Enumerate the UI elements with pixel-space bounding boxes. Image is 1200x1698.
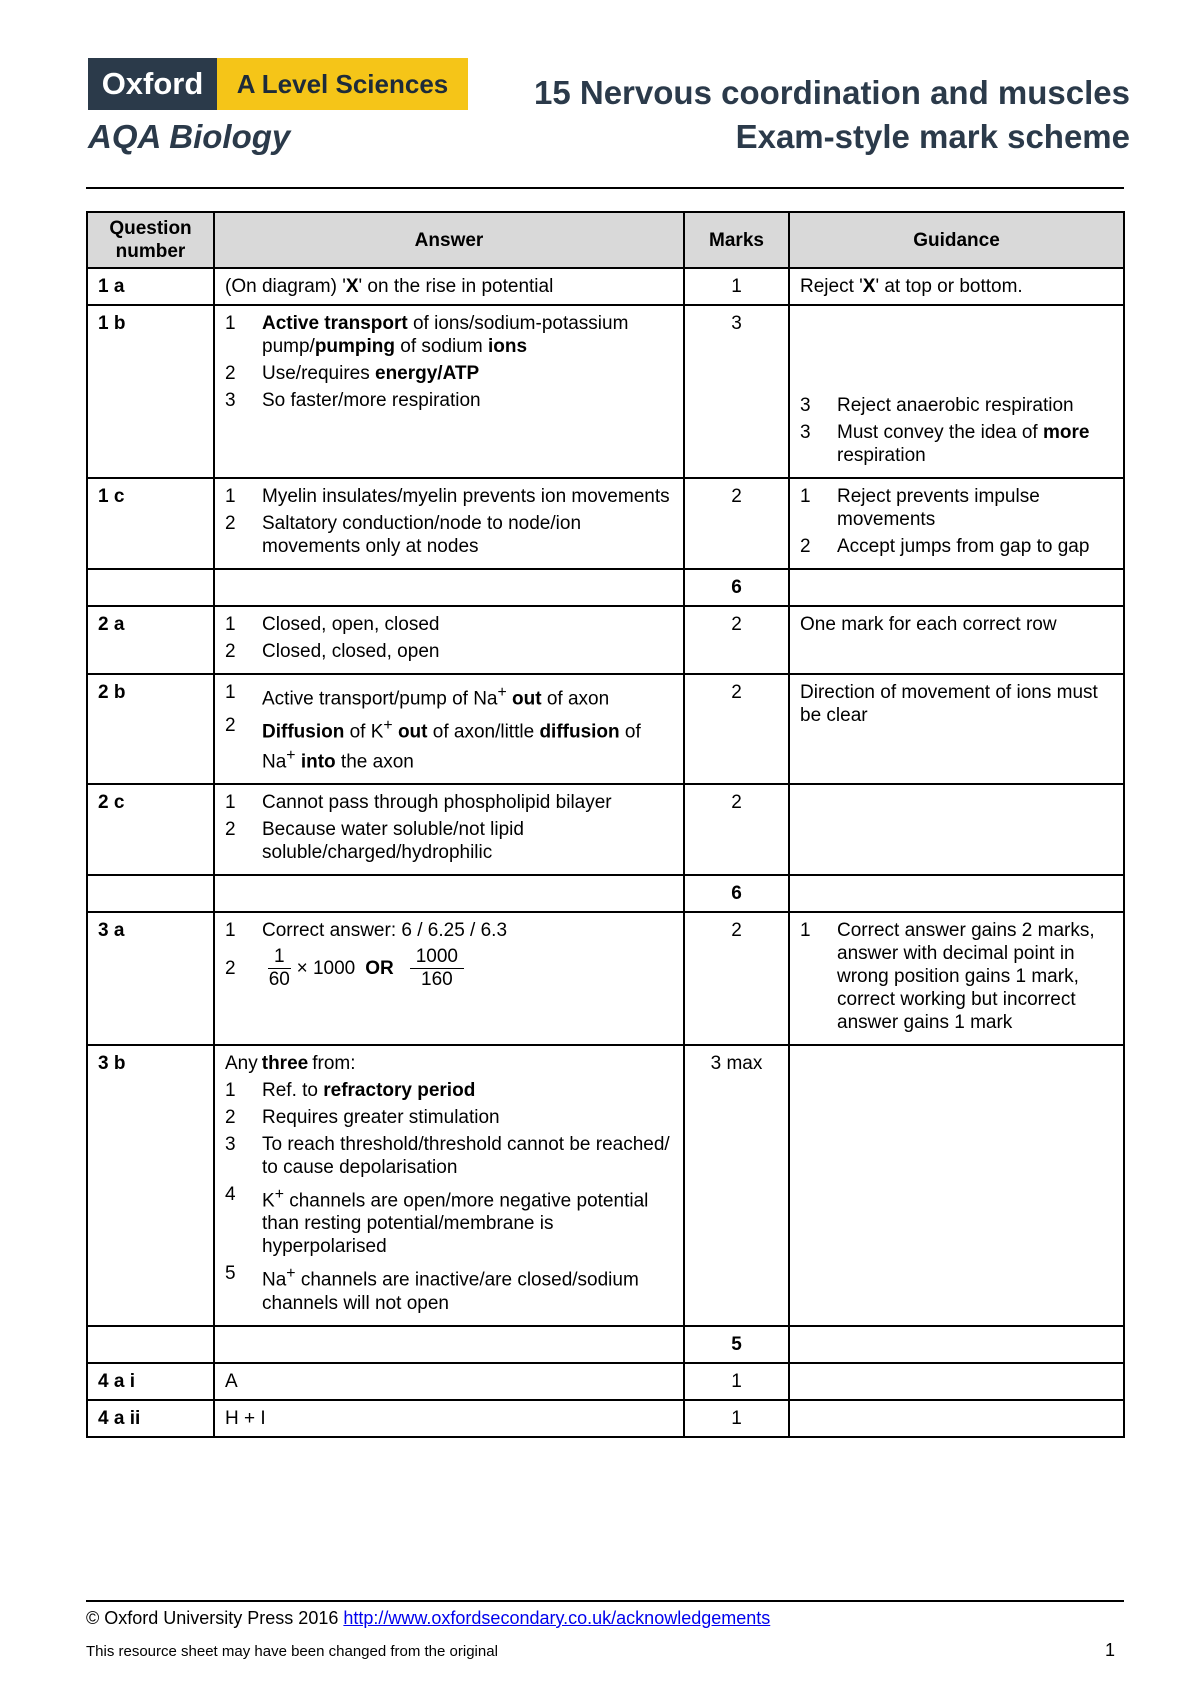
guidance-cell	[789, 784, 1124, 875]
total-marks: 6	[684, 569, 789, 606]
header-divider	[86, 187, 1124, 189]
question-number: 3 b	[87, 1045, 214, 1326]
oxford-logo: Oxford	[88, 58, 217, 110]
working-formula: $\frac{1}{60}$ × 1000 OR $\frac{1000}{160}$	[262, 946, 673, 991]
table-row	[87, 912, 1124, 1045]
guidance-cell	[789, 1045, 1124, 1326]
table-row	[87, 268, 1124, 305]
marks-cell: 2	[684, 784, 789, 875]
marks-cell: 1	[684, 268, 789, 305]
question-number: 2 c	[87, 784, 214, 875]
table-row	[87, 1400, 1124, 1437]
table-row	[87, 1045, 1124, 1326]
question-number: 1 c	[87, 478, 214, 569]
subject-title: AQA Biology	[88, 118, 291, 155]
header-marks: Marks	[684, 212, 789, 268]
table-row	[87, 478, 1124, 569]
table-row	[87, 1363, 1124, 1400]
table-row	[87, 784, 1124, 875]
header-question-number: Question number	[87, 212, 214, 268]
guidance-cell: 1 Reject prevents impulse movements 2 Accept jumps from gap to gap	[789, 478, 1124, 569]
mark-scheme-table	[86, 211, 1125, 1438]
marks-cell: 2	[684, 912, 789, 1045]
marks-cell: 3	[684, 305, 789, 478]
answer-cell: (On diagram) 'X' on the rise in potential	[214, 268, 684, 305]
guidance-cell	[789, 1363, 1124, 1400]
table-row	[87, 305, 1124, 478]
header-guidance: Guidance	[789, 212, 1124, 268]
total-marks: 5	[684, 1326, 789, 1363]
page-number: 1	[1105, 1640, 1116, 1660]
guidance-cell: 1 Correct answer gains 2 marks, answer with decimal point in wrong position gains 1 mark, correct working but incorrect answer gains 1 mark	[789, 912, 1124, 1045]
guidance-cell	[789, 1400, 1124, 1437]
answer-cell: 1 Cannot pass through phospholipid bilayer 2 Because water soluble/not lipid soluble/charged/hydrophilic	[214, 784, 684, 875]
total-row	[87, 569, 1124, 606]
footer-divider	[86, 1600, 1124, 1602]
page-subtitle: Exam-style mark scheme	[735, 118, 1130, 155]
marks-cell: 1	[684, 1400, 789, 1437]
answer-cell: 1 Active transport of ions/sodium-potassium pump/pumping of sodium ions 2 Use/requires energy/ATP 3 So faster/more respiration	[214, 305, 684, 478]
answer-cell: 1 Myelin insulates/myelin prevents ion movements 2 Saltatory conduction/node to node/ion movements only at nodes	[214, 478, 684, 569]
answer-cell: 1 Active transport/pump of Na+ out of axon 2 Diffusion of K+ out of axon/little diffusion of Na+ into the axon	[214, 674, 684, 784]
marks-cell: 3 max	[684, 1045, 789, 1326]
marks-cell: 2	[684, 478, 789, 569]
table-row	[87, 674, 1124, 784]
answer-cell: 1 Closed, open, closed 2 Closed, closed, open	[214, 606, 684, 674]
question-number: 2 a	[87, 606, 214, 674]
copyright-notice: © Oxford University Press 2016 http://www.oxfordsecondary.co.uk/acknowledgements	[86, 1608, 771, 1628]
guidance-cell: Direction of movement of ions must be clear	[789, 674, 1124, 784]
question-number: 1 a	[87, 268, 214, 305]
guidance-cell: Reject 'X' at top or bottom.	[789, 268, 1124, 305]
question-number: 1 b	[87, 305, 214, 478]
guidance-cell: One mark for each correct row	[789, 606, 1124, 674]
answer-cell: H + I	[214, 1400, 684, 1437]
total-row	[87, 875, 1124, 912]
answer-cell: A	[214, 1363, 684, 1400]
table-header-row	[87, 212, 1124, 268]
a-level-sciences-logo: A Level Sciences	[217, 58, 468, 110]
question-number: 3 a	[87, 912, 214, 1045]
page-title: 15 Nervous coordination and muscles	[534, 74, 1130, 111]
total-marks: 6	[684, 875, 789, 912]
guidance-cell: 3 Reject anaerobic respiration 3 Must convey the idea of more respiration	[789, 305, 1124, 478]
question-number: 4 a i	[87, 1363, 214, 1400]
answer-cell: 1 Correct answer: 6 / 6.25 / 6.3 2 $\frac{1}{60}$ × 1000 OR $\frac{1000}{160}$	[214, 912, 684, 1045]
question-number: 4 a ii	[87, 1400, 214, 1437]
marks-cell: 1	[684, 1363, 789, 1400]
total-row	[87, 1326, 1124, 1363]
marks-cell: 2	[684, 606, 789, 674]
question-number: 2 b	[87, 674, 214, 784]
table-row	[87, 606, 1124, 674]
answer-cell: Any three from: 1 Ref. to refractory period 2 Requires greater stimulation 3 To reach threshold/threshold cannot be reached/ to cause depolarisation 4 K+ channels are open/more negative potential than resting potential/membrane is hyperpolarised 5 Na+ channels are inactive/are closed/sodium channels will not open	[214, 1045, 684, 1326]
marks-cell: 2	[684, 674, 789, 784]
disclaimer-text: This resource sheet may have been changed from the original	[86, 1643, 498, 1660]
header-answer: Answer	[214, 212, 684, 268]
acknowledgements-link[interactable]: http://www.oxfordsecondary.co.uk/acknowledgements	[343, 1608, 771, 1628]
